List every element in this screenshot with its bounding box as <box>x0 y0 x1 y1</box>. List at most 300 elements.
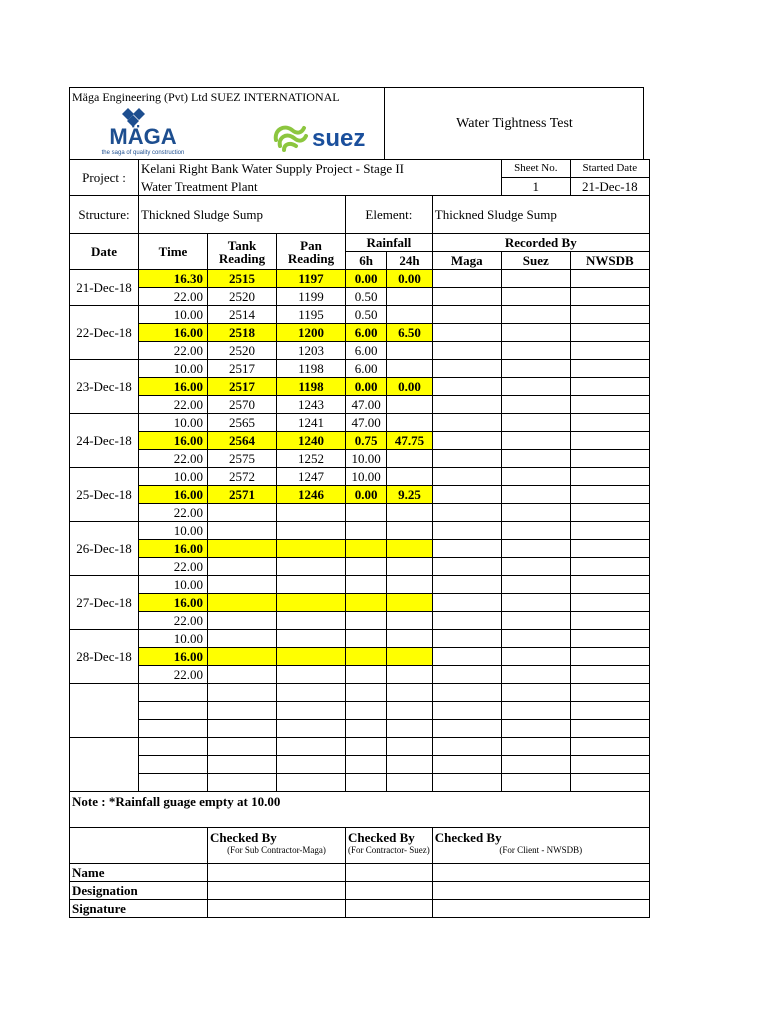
pan-reading-cell <box>277 612 346 630</box>
rainfall-24h-cell <box>387 522 433 540</box>
col-tank <box>208 234 277 270</box>
table-row <box>70 360 650 378</box>
pan-reading-cell <box>277 738 346 756</box>
rainfall-24h-cell <box>387 702 433 720</box>
recorded-maga-cell <box>432 738 501 756</box>
sheet-no-value: 1 <box>501 178 570 196</box>
recorded-nwsdb-cell <box>570 666 649 684</box>
recorded-nwsdb-cell <box>570 342 649 360</box>
recorded-suez-cell <box>501 558 570 576</box>
rainfall-6h-cell: 0.00 <box>346 486 387 504</box>
date-cell: 22-Dec-18 <box>70 306 139 360</box>
tank-reading-cell <box>208 630 277 648</box>
rainfall-24h-cell <box>387 360 433 378</box>
date-cell: 26-Dec-18 <box>70 522 139 576</box>
tank-reading-cell <box>208 756 277 774</box>
recorded-suez-cell <box>501 468 570 486</box>
recorded-maga-cell <box>432 756 501 774</box>
recorded-suez-cell <box>501 360 570 378</box>
recorded-suez-cell <box>501 576 570 594</box>
recorded-suez-cell <box>501 414 570 432</box>
recorded-nwsdb-cell <box>570 684 649 702</box>
table-row <box>70 720 650 738</box>
project-line-2: Water Treatment Plant <box>139 178 502 196</box>
note-row <box>70 792 650 828</box>
rainfall-24h-cell <box>387 648 433 666</box>
recorded-suez-cell <box>501 522 570 540</box>
tank-reading-cell: 2575 <box>208 450 277 468</box>
tank-reading-cell <box>208 702 277 720</box>
col-rainfall: Rainfall <box>346 234 433 252</box>
column-header-row-1 <box>70 234 650 252</box>
recorded-maga-cell <box>432 702 501 720</box>
col-nwsdb: NWSDB <box>570 252 649 270</box>
recorded-maga-cell <box>432 288 501 306</box>
table-row <box>70 576 650 594</box>
tank-reading-cell: 2515 <box>208 270 277 288</box>
structure-value: Thickned Sludge Sump <box>139 196 346 234</box>
col-date: Date <box>70 234 139 270</box>
table-row <box>70 432 650 450</box>
project-line-1: Kelani Right Bank Water Supply Project - Stage II <box>139 160 502 178</box>
recorded-suez-cell <box>501 774 570 792</box>
pan-reading-cell <box>277 756 346 774</box>
pan-reading-cell: 1198 <box>277 360 346 378</box>
recorded-nwsdb-cell <box>570 486 649 504</box>
time-cell <box>139 684 208 702</box>
recorded-maga-cell <box>432 720 501 738</box>
tank-reading-cell: 2564 <box>208 432 277 450</box>
recorded-suez-cell <box>501 270 570 288</box>
tank-reading-cell <box>208 504 277 522</box>
time-cell: 10.00 <box>139 468 208 486</box>
table-row <box>70 738 650 756</box>
pan-reading-cell: 1252 <box>277 450 346 468</box>
recorded-maga-cell <box>432 648 501 666</box>
recorded-maga-cell <box>432 414 501 432</box>
tank-reading-cell <box>208 558 277 576</box>
tank-reading-cell <box>208 666 277 684</box>
rainfall-6h-cell: 0.00 <box>346 270 387 288</box>
table-row <box>70 612 650 630</box>
col-tank-line-1: Tank <box>227 237 257 253</box>
recorded-suez-cell <box>501 450 570 468</box>
time-cell: 22.00 <box>139 396 208 414</box>
rainfall-6h-cell: 0.75 <box>346 432 387 450</box>
company-cell <box>70 88 385 160</box>
col-pan <box>277 234 346 270</box>
rainfall-24h-cell <box>387 774 433 792</box>
checked-by-subtitle: (For Sub Contractor-Maga) <box>227 845 326 855</box>
recorded-nwsdb-cell <box>570 738 649 756</box>
time-cell: 22.00 <box>139 558 208 576</box>
recorded-nwsdb-cell <box>570 522 649 540</box>
table-row <box>70 774 650 792</box>
checked-by-row <box>70 828 650 864</box>
project-row-1 <box>70 160 650 178</box>
recorded-nwsdb-cell <box>570 450 649 468</box>
recorded-maga-cell <box>432 468 501 486</box>
tank-reading-cell <box>208 738 277 756</box>
time-cell <box>139 702 208 720</box>
rainfall-6h-cell: 47.00 <box>346 396 387 414</box>
checked-by-cell <box>346 828 433 864</box>
date-cell: 23-Dec-18 <box>70 360 139 414</box>
tank-reading-cell <box>208 612 277 630</box>
rainfall-24h-cell: 6.50 <box>387 324 433 342</box>
pan-reading-cell <box>277 594 346 612</box>
time-cell: 22.00 <box>139 612 208 630</box>
pan-reading-cell <box>277 648 346 666</box>
rainfall-24h-cell <box>387 684 433 702</box>
rainfall-6h-cell: 10.00 <box>346 450 387 468</box>
tank-reading-cell: 2517 <box>208 360 277 378</box>
checked-by-cell <box>432 828 649 864</box>
signoff-field <box>432 882 649 900</box>
recorded-maga-cell <box>432 630 501 648</box>
rainfall-6h-cell: 6.00 <box>346 324 387 342</box>
recorded-suez-cell <box>501 396 570 414</box>
tank-reading-cell: 2571 <box>208 486 277 504</box>
time-cell: 10.00 <box>139 522 208 540</box>
pan-reading-cell: 1200 <box>277 324 346 342</box>
rainfall-6h-cell <box>346 540 387 558</box>
rainfall-6h-cell <box>346 558 387 576</box>
recorded-nwsdb-cell <box>570 612 649 630</box>
rainfall-24h-cell <box>387 414 433 432</box>
time-cell: 10.00 <box>139 360 208 378</box>
rainfall-6h-cell <box>346 576 387 594</box>
recorded-maga-cell <box>432 306 501 324</box>
recorded-nwsdb-cell <box>570 576 649 594</box>
rainfall-24h-cell <box>387 504 433 522</box>
rainfall-6h-cell: 0.50 <box>346 306 387 324</box>
recorded-maga-cell <box>432 270 501 288</box>
checked-by-cell <box>208 828 346 864</box>
rainfall-24h-cell <box>387 540 433 558</box>
sheet-no-label: Sheet No. <box>501 160 570 178</box>
pan-reading-cell: 1199 <box>277 288 346 306</box>
structure-label: Structure: <box>70 196 139 234</box>
rainfall-24h-cell <box>387 738 433 756</box>
recorded-nwsdb-cell <box>570 324 649 342</box>
signoff-label: Signature <box>70 900 208 918</box>
date-cell <box>70 684 139 738</box>
main-table <box>69 159 650 918</box>
table-row <box>70 540 650 558</box>
date-cell <box>70 738 139 792</box>
signoff-field <box>208 864 346 882</box>
time-cell: 10.00 <box>139 306 208 324</box>
checked-by-blank <box>70 828 208 864</box>
table-row <box>70 756 650 774</box>
recorded-nwsdb-cell <box>570 756 649 774</box>
table-row <box>70 288 650 306</box>
rainfall-24h-cell <box>387 666 433 684</box>
recorded-nwsdb-cell <box>570 414 649 432</box>
project-label: Project : <box>70 160 139 196</box>
pan-reading-cell <box>277 720 346 738</box>
time-cell <box>139 720 208 738</box>
rainfall-24h-cell <box>387 720 433 738</box>
recorded-maga-cell <box>432 486 501 504</box>
recorded-maga-cell <box>432 378 501 396</box>
signoff-field <box>346 882 433 900</box>
time-cell <box>139 738 208 756</box>
element-value: Thickned Sludge Sump <box>432 196 649 234</box>
rainfall-24h-cell <box>387 450 433 468</box>
rainfall-24h-cell: 47.75 <box>387 432 433 450</box>
recorded-suez-cell <box>501 504 570 522</box>
table-row <box>70 306 650 324</box>
tank-reading-cell: 2514 <box>208 306 277 324</box>
signoff-field <box>346 900 433 918</box>
rainfall-24h-cell <box>387 396 433 414</box>
recorded-suez-cell <box>501 324 570 342</box>
recorded-nwsdb-cell <box>570 288 649 306</box>
checked-by-title: Checked By <box>434 830 502 845</box>
recorded-nwsdb-cell <box>570 702 649 720</box>
table-row <box>70 342 650 360</box>
recorded-suez-cell <box>501 666 570 684</box>
rainfall-6h-cell: 47.00 <box>346 414 387 432</box>
pan-reading-cell: 1243 <box>277 396 346 414</box>
rainfall-6h-cell <box>346 504 387 522</box>
time-cell <box>139 756 208 774</box>
pan-reading-cell <box>277 540 346 558</box>
recorded-nwsdb-cell <box>570 378 649 396</box>
time-cell: 16.00 <box>139 540 208 558</box>
recorded-suez-cell <box>501 288 570 306</box>
started-date-value: 21-Dec-18 <box>570 178 649 196</box>
signoff-row <box>70 864 650 882</box>
time-cell: 16.30 <box>139 270 208 288</box>
rainfall-6h-cell: 6.00 <box>346 360 387 378</box>
recorded-suez-cell <box>501 432 570 450</box>
recorded-nwsdb-cell <box>570 432 649 450</box>
rainfall-6h-cell <box>346 648 387 666</box>
recorded-suez-cell <box>501 756 570 774</box>
date-cell: 27-Dec-18 <box>70 576 139 630</box>
col-pan-line-2: Reading <box>287 250 335 266</box>
recorded-suez-cell <box>501 738 570 756</box>
tank-reading-cell: 2517 <box>208 378 277 396</box>
test-title: Water Tightness Test <box>456 116 573 131</box>
tank-reading-cell <box>208 648 277 666</box>
tank-reading-cell: 2518 <box>208 324 277 342</box>
table-row <box>70 414 650 432</box>
table-row <box>70 702 650 720</box>
note: Note : *Rainfall guage empty at 10.00 <box>70 792 650 828</box>
time-cell <box>139 774 208 792</box>
pan-reading-cell: 1203 <box>277 342 346 360</box>
rainfall-24h-cell <box>387 468 433 486</box>
signoff-row <box>70 900 650 918</box>
recorded-maga-cell <box>432 612 501 630</box>
col-24h: 24h <box>387 252 433 270</box>
recorded-suez-cell <box>501 306 570 324</box>
recorded-nwsdb-cell <box>570 306 649 324</box>
date-cell: 25-Dec-18 <box>70 468 139 522</box>
recorded-nwsdb-cell <box>570 594 649 612</box>
signoff-field <box>208 882 346 900</box>
recorded-suez-cell <box>501 594 570 612</box>
pan-reading-cell <box>277 558 346 576</box>
recorded-maga-cell <box>432 774 501 792</box>
started-date-label: Started Date <box>570 160 649 178</box>
tank-reading-cell <box>208 576 277 594</box>
time-cell: 22.00 <box>139 342 208 360</box>
recorded-maga-cell <box>432 558 501 576</box>
signoff-field <box>432 900 649 918</box>
tank-reading-cell <box>208 522 277 540</box>
recorded-maga-cell <box>432 522 501 540</box>
table-row <box>70 396 650 414</box>
rainfall-6h-cell: 10.00 <box>346 468 387 486</box>
recorded-maga-cell <box>432 576 501 594</box>
time-cell: 10.00 <box>139 576 208 594</box>
rainfall-6h-cell <box>346 612 387 630</box>
pan-reading-cell <box>277 702 346 720</box>
rainfall-24h-cell <box>387 630 433 648</box>
recorded-maga-cell <box>432 666 501 684</box>
pan-reading-cell <box>277 630 346 648</box>
rainfall-6h-cell <box>346 774 387 792</box>
rainfall-6h-cell <box>346 756 387 774</box>
signoff-field <box>432 864 649 882</box>
pan-reading-cell: 1197 <box>277 270 346 288</box>
rainfall-24h-cell <box>387 612 433 630</box>
time-cell: 22.00 <box>139 450 208 468</box>
element-label: Element: <box>346 196 433 234</box>
table-row <box>70 468 650 486</box>
col-time: Time <box>139 234 208 270</box>
table-row <box>70 630 650 648</box>
recorded-suez-cell <box>501 684 570 702</box>
rainfall-24h-cell <box>387 756 433 774</box>
pan-reading-cell <box>277 666 346 684</box>
rainfall-24h-cell: 9.25 <box>387 486 433 504</box>
time-cell: 16.00 <box>139 324 208 342</box>
suez-logo-text: suez <box>312 125 366 152</box>
table-row <box>70 486 650 504</box>
date-cell: 21-Dec-18 <box>70 270 139 306</box>
rainfall-6h-cell: 0.00 <box>346 378 387 396</box>
checked-by-subtitle: (For Contractor- Suez) <box>348 845 430 855</box>
rainfall-6h-cell <box>346 684 387 702</box>
checked-by-title: Checked By <box>210 830 277 845</box>
time-cell: 16.00 <box>139 432 208 450</box>
tank-reading-cell: 2520 <box>208 342 277 360</box>
time-cell: 10.00 <box>139 630 208 648</box>
time-cell: 16.00 <box>139 594 208 612</box>
rainfall-24h-cell: 0.00 <box>387 270 433 288</box>
recorded-maga-cell <box>432 342 501 360</box>
rainfall-6h-cell <box>346 702 387 720</box>
col-tank-line-2: Reading <box>218 250 266 266</box>
recorded-nwsdb-cell <box>570 648 649 666</box>
tank-reading-cell <box>208 720 277 738</box>
table-row <box>70 522 650 540</box>
recorded-maga-cell <box>432 450 501 468</box>
rainfall-24h-cell <box>387 342 433 360</box>
recorded-nwsdb-cell <box>570 558 649 576</box>
time-cell: 16.00 <box>139 486 208 504</box>
pan-reading-cell: 1246 <box>277 486 346 504</box>
checked-by-title: Checked By <box>348 830 415 845</box>
recorded-suez-cell <box>501 378 570 396</box>
table-row <box>70 558 650 576</box>
recorded-suez-cell <box>501 486 570 504</box>
tank-reading-cell: 2520 <box>208 288 277 306</box>
rainfall-24h-cell <box>387 594 433 612</box>
signoff-label: Name <box>70 864 208 882</box>
rainfall-6h-cell: 0.50 <box>346 288 387 306</box>
rainfall-24h-cell <box>387 306 433 324</box>
rainfall-6h-cell <box>346 666 387 684</box>
pan-reading-cell <box>277 522 346 540</box>
pan-reading-cell: 1241 <box>277 414 346 432</box>
time-cell: 22.00 <box>139 288 208 306</box>
pan-reading-cell: 1240 <box>277 432 346 450</box>
signoff-label: Designation <box>70 882 208 900</box>
recorded-suez-cell <box>501 612 570 630</box>
checked-by-subtitle: (For Client - NWSDB) <box>499 845 583 855</box>
pan-reading-cell: 1198 <box>277 378 346 396</box>
time-cell: 10.00 <box>139 414 208 432</box>
rainfall-6h-cell <box>346 720 387 738</box>
tank-reading-cell <box>208 594 277 612</box>
suez-logo <box>270 120 382 154</box>
project-row-2 <box>70 178 650 196</box>
recorded-nwsdb-cell <box>570 360 649 378</box>
maga-logo-tagline: the saga of quality construction <box>101 150 185 156</box>
recorded-nwsdb-cell <box>570 630 649 648</box>
table-row <box>70 648 650 666</box>
col-recorded-by: Recorded By <box>432 234 649 252</box>
recorded-maga-cell <box>432 594 501 612</box>
recorded-maga-cell <box>432 396 501 414</box>
tank-reading-cell <box>208 774 277 792</box>
signoff-field <box>208 900 346 918</box>
company-line: Mäga Engineering (Pvt) Ltd SUEZ INTERNATIONAL <box>72 90 340 104</box>
rainfall-24h-cell <box>387 558 433 576</box>
rainfall-24h-cell <box>387 576 433 594</box>
recorded-suez-cell <box>501 342 570 360</box>
table-row <box>70 504 650 522</box>
recorded-maga-cell <box>432 504 501 522</box>
recorded-suez-cell <box>501 720 570 738</box>
time-cell: 22.00 <box>139 504 208 522</box>
table-row <box>70 450 650 468</box>
tank-reading-cell <box>208 684 277 702</box>
recorded-suez-cell <box>501 702 570 720</box>
maga-logo-text: MÄGA <box>109 124 177 149</box>
signoff-field <box>346 864 433 882</box>
time-cell: 16.00 <box>139 378 208 396</box>
time-cell: 16.00 <box>139 648 208 666</box>
recorded-nwsdb-cell <box>570 270 649 288</box>
rainfall-6h-cell <box>346 630 387 648</box>
tank-reading-cell: 2565 <box>208 414 277 432</box>
col-maga: Maga <box>432 252 501 270</box>
header-block <box>69 87 644 159</box>
tank-reading-cell <box>208 540 277 558</box>
recorded-suez-cell <box>501 648 570 666</box>
rainfall-6h-cell: 6.00 <box>346 342 387 360</box>
pan-reading-cell <box>277 774 346 792</box>
col-suez: Suez <box>501 252 570 270</box>
